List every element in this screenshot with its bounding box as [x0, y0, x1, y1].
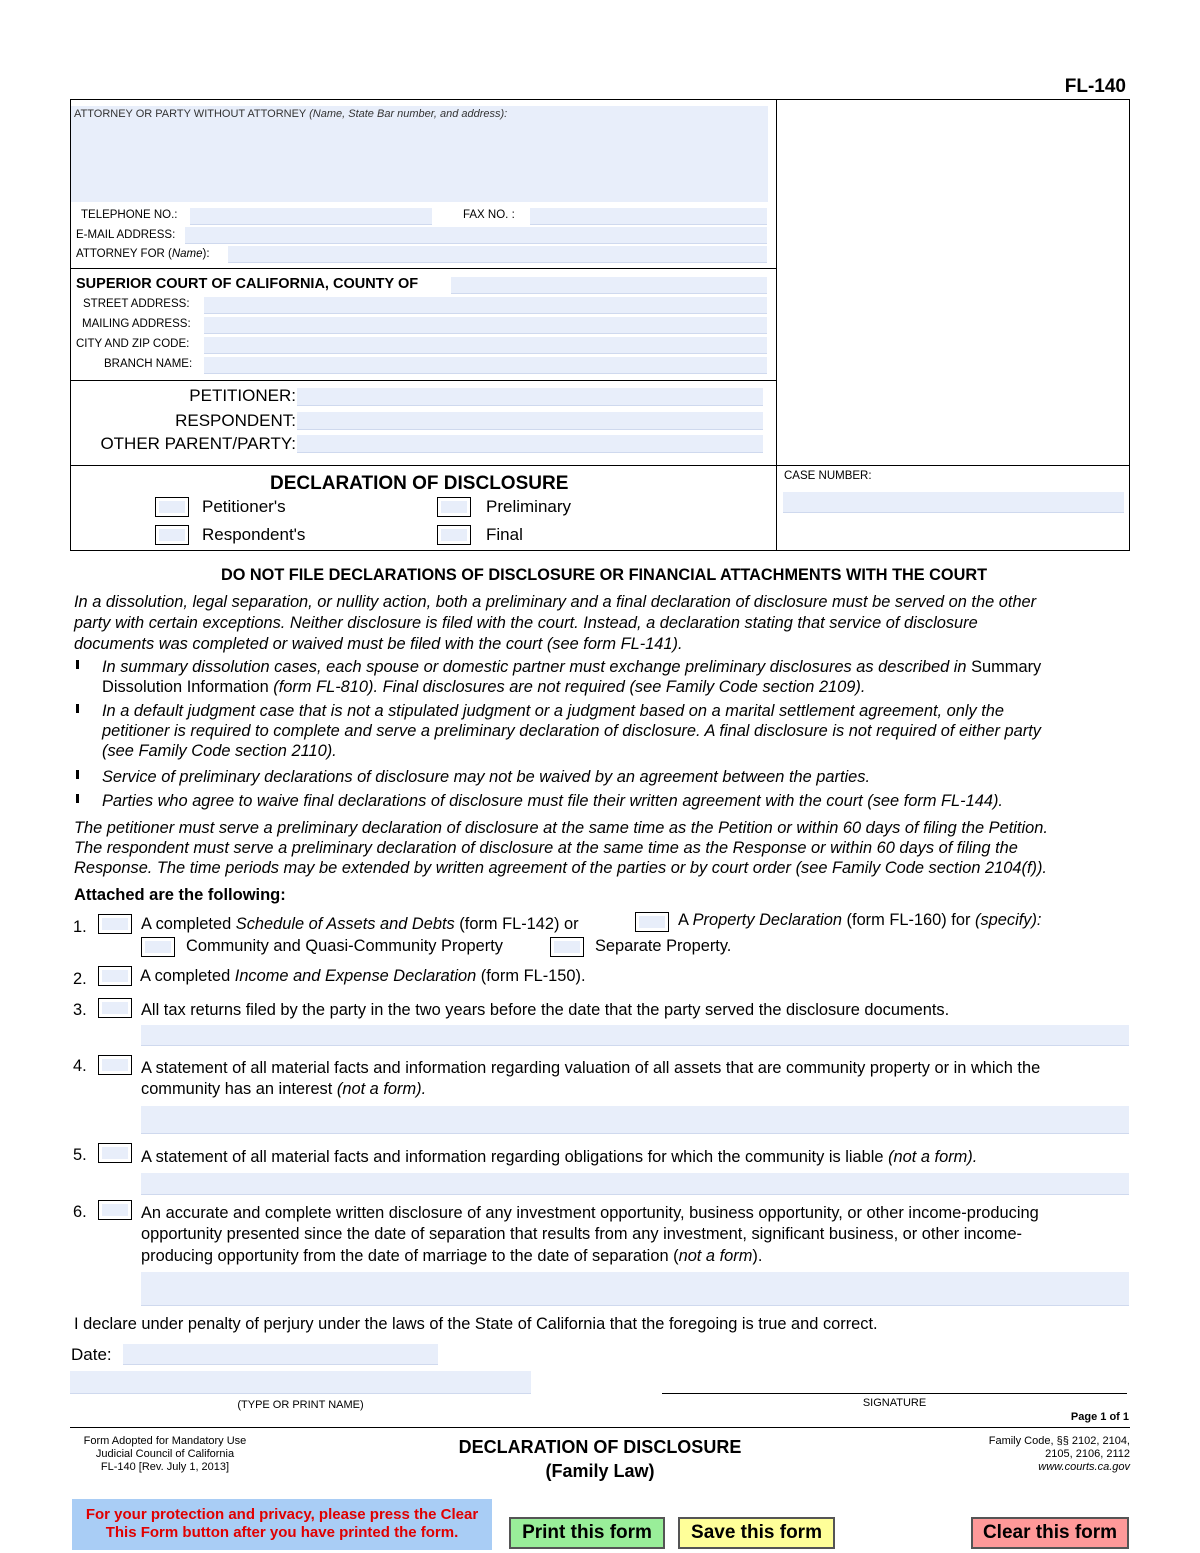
item-1-text-c: (form FL-142) or — [454, 915, 579, 933]
timing-line-3: Response. The time periods may be extended by written agreement of the parties or by court order (see Family Code section 2104(f)). — [74, 859, 1047, 877]
attorney-label-main: ATTORNEY OR PARTY WITHOUT ATTORNEY — [74, 108, 310, 120]
intro-line-1: In a dissolution, legal separation, or nullity action, both a preliminary and a final declaration of disclosure must be served on the other — [74, 593, 1037, 611]
bullet-2-line-3: (see Family Code section 2110). — [102, 742, 337, 760]
bullet-1-text-b: Summary — [971, 658, 1042, 676]
divider-court-parties — [70, 380, 777, 381]
item-3-field[interactable] — [141, 1025, 1129, 1046]
privacy-notice — [72, 1499, 492, 1550]
item-2-text-c: (form FL-150). — [476, 967, 586, 985]
respondents-checkbox[interactable] — [155, 525, 189, 545]
notice-heading: DO NOT FILE DECLARATIONS OF DISCLOSURE OR FINANCIAL ATTACHMENTS WITH THE COURT — [220, 566, 988, 584]
bullet-mark — [76, 770, 79, 779]
court-title: SUPERIOR COURT OF CALIFORNIA, COUNTY OF — [76, 276, 419, 292]
telephone-label: TELEPHONE NO.: — [81, 209, 178, 221]
item-2-text-b: Income and Expense Declaration — [234, 967, 477, 985]
item-4-checkbox[interactable] — [98, 1055, 132, 1075]
property-declaration-checkbox[interactable] — [635, 912, 669, 932]
box-vertical-divider — [776, 99, 777, 551]
item-1-text-b: Schedule of Assets and Debts — [235, 915, 455, 933]
item-4-text-b: (not a form). — [336, 1080, 427, 1098]
community-property-label: Community and Quasi-Community Property — [186, 937, 503, 955]
attorney-for-pre: ATTORNEY FOR ( — [76, 248, 172, 260]
item-6-text-b: not a form — [678, 1247, 753, 1265]
attached-heading: Attached are the following: — [74, 886, 286, 904]
page-number: Page 1 of 1 — [1070, 1411, 1129, 1423]
item-4-text-a: community has an interest — [141, 1080, 337, 1098]
item-6-number: 6. — [73, 1203, 87, 1221]
attorney-for-italic: Name — [171, 248, 203, 260]
item-5-field[interactable] — [141, 1173, 1129, 1195]
separate-property-checkbox[interactable] — [550, 937, 584, 957]
footer-left — [70, 1435, 260, 1474]
item-5-number: 5. — [73, 1146, 87, 1164]
item-3-number: 3. — [73, 1001, 87, 1019]
privacy-notice-line-2: This Form button after you have printed the form. — [105, 1524, 459, 1541]
property-declaration-text — [678, 910, 1041, 931]
footer-left-line-1: Form Adopted for Mandatory Use — [83, 1435, 247, 1447]
item-3-text: All tax returns filed by the party in the two years before the date that the party served the disclosure documents. — [141, 1001, 950, 1019]
bullet-mark — [76, 704, 79, 713]
respondent-label: RESPONDENT: — [175, 411, 296, 430]
date-field[interactable] — [123, 1344, 438, 1365]
item-4-line-1: A statement of all material facts and information regarding valuation of all assets that are community property or in which the — [141, 1059, 1041, 1077]
mailing-address-label: MAILING ADDRESS: — [82, 318, 191, 330]
item-5-text — [141, 1147, 977, 1168]
item-1-number: 1. — [73, 918, 87, 936]
timing-line-2: The respondent must serve a preliminary declaration of disclosure at the same time as the Response or within 60 days of filing the — [74, 839, 1018, 857]
timing-line-1: The petitioner must serve a preliminary declaration of disclosure at the same time as the Petition or within 60 days of filing the Petition. — [74, 819, 1048, 837]
email-label: E-MAIL ADDRESS: — [76, 229, 176, 241]
bullet-mark — [76, 794, 79, 803]
item-2-text-a: A completed — [140, 967, 235, 985]
city-zip-label: CITY AND ZIP CODE: — [76, 338, 190, 350]
bullet-2-line-2: petitioner is required to complete and serve a preliminary declaration of disclosure. A final disclosure is not required of either party — [102, 722, 1041, 740]
item-6-checkbox[interactable] — [98, 1200, 132, 1220]
other-party-label: OTHER PARENT/PARTY: — [100, 434, 296, 453]
footer-left-line-3: FL-140 [Rev. July 1, 2013] — [100, 1461, 230, 1473]
perjury-statement: I declare under penalty of perjury under the laws of the State of California that the foregoing is true and correct. — [74, 1315, 878, 1333]
printed-name-label: (TYPE OR PRINT NAME) — [237, 1399, 364, 1411]
bullet-1-line-2 — [102, 677, 865, 698]
bullet-4: Parties who agree to waive final declarations of disclosure must file their written agreement with the court (see form FL-144). — [102, 792, 1003, 810]
county-field[interactable] — [451, 277, 767, 294]
divider-attorney-court — [70, 268, 777, 269]
respondent-field[interactable] — [297, 412, 763, 430]
signature-line — [662, 1393, 1127, 1394]
signature-label: SIGNATURE — [862, 1397, 927, 1409]
intro-line-3: documents was completed or waived must be filed with the court (see form FL-141). — [74, 635, 683, 653]
box-top-border — [70, 99, 1130, 100]
item-2-checkbox[interactable] — [98, 966, 132, 986]
item-5-text-a: A statement of all material facts and information regarding obligations for which the community is liable — [141, 1148, 889, 1166]
footer-left-line-2: Judicial Council of California — [95, 1448, 235, 1460]
save-form-button[interactable]: Save this form — [678, 1517, 835, 1549]
footer-right-line-2: 2105, 2106, 2112 — [1045, 1448, 1130, 1460]
box-right-border — [1129, 99, 1130, 551]
fax-label: FAX NO. : — [463, 209, 515, 221]
attorney-label-italic: (Name, State Bar number, and address): — [309, 108, 508, 120]
petitioner-field[interactable] — [297, 388, 763, 406]
item-1-text-e: Property Declaration — [692, 911, 842, 929]
attorney-for-field[interactable] — [228, 246, 767, 263]
item-2-text — [140, 966, 586, 987]
item-1-text-g: (specify): — [974, 911, 1042, 929]
respondents-label: Respondent's — [202, 525, 306, 544]
street-address-label: STREET ADDRESS: — [83, 298, 190, 310]
petitioner-label: PETITIONER: — [189, 386, 296, 405]
form-number: FL-140 — [1064, 76, 1126, 97]
box-bottom-border — [70, 550, 1130, 551]
separate-property-label: Separate Property. — [595, 937, 732, 955]
attorney-label — [74, 108, 507, 120]
footer-website: www.courts.ca.gov — [1038, 1461, 1130, 1473]
item-6-line-3 — [141, 1246, 762, 1267]
final-label: Final — [486, 525, 523, 544]
attorney-name-address-field[interactable] — [71, 106, 768, 202]
case-number-label: CASE NUMBER: — [784, 470, 872, 482]
branch-name-label: BRANCH NAME: — [104, 358, 193, 370]
intro-line-2: party with certain exceptions. Neither disclosure is filed with the court. Instead, a declaration stating that service of disclosure — [74, 614, 978, 632]
bullet-1-text-d: (form FL-810). Final disclosures are not required (see Family Code section 2109). — [273, 678, 866, 696]
item-6-text-a: producing opportunity from the date of marriage to the date of separation ( — [141, 1247, 679, 1265]
street-address-field[interactable] — [204, 297, 767, 314]
mailing-address-field[interactable] — [204, 317, 767, 334]
footer-subtitle: (Family Law) — [545, 1461, 655, 1481]
item-4-field[interactable] — [141, 1106, 1129, 1134]
item-3-checkbox[interactable] — [98, 998, 132, 1018]
item-4-number: 4. — [73, 1057, 87, 1075]
preliminary-checkbox[interactable] — [437, 497, 471, 517]
item-1-text — [141, 914, 579, 935]
footer-divider — [70, 1427, 1130, 1428]
item-6-field[interactable] — [141, 1272, 1129, 1306]
bullet-3: Service of preliminary declarations of disclosure may not be waived by an agreement between the parties. — [102, 768, 871, 786]
other-party-field[interactable] — [297, 435, 763, 453]
item-1-text-d: A — [678, 911, 693, 929]
printed-name-field[interactable] — [70, 1371, 531, 1394]
bullet-1-text-c: Dissolution Information — [102, 678, 274, 696]
petitioners-label: Petitioner's — [202, 497, 286, 516]
footer-right-line-1: Family Code, §§ 2102, 2104, — [988, 1435, 1130, 1447]
fax-field[interactable] — [530, 208, 767, 225]
bullet-1-text-a: In summary dissolution cases, each spouse or domestic partner must exchange preliminary disclosures as described in — [102, 658, 972, 676]
clear-form-button[interactable]: Clear this form — [971, 1517, 1129, 1549]
divider-parties-title — [70, 465, 1130, 466]
item-6-text-c: ). — [752, 1247, 763, 1265]
item-1-text-f: (form FL-160) for — [842, 911, 975, 929]
item-2-number: 2. — [73, 970, 87, 988]
item-5-checkbox[interactable] — [98, 1143, 132, 1163]
attorney-for-label — [76, 248, 210, 260]
bullet-1-line-1 — [102, 657, 1041, 678]
preliminary-label: Preliminary — [486, 497, 572, 516]
item-6-line-1: An accurate and complete written disclosure of any investment opportunity, business opportunity, or other income-producing — [141, 1204, 1039, 1222]
community-property-checkbox[interactable] — [141, 937, 175, 957]
footer-title: DECLARATION OF DISCLOSURE — [458, 1437, 742, 1457]
print-form-button[interactable]: Print this form — [509, 1517, 665, 1549]
item-6-line-2: opportunity presented since the date of separation that results from any investment, significant business, or other income- — [141, 1225, 1023, 1243]
item-1-checkbox[interactable] — [98, 914, 132, 934]
petitioners-checkbox[interactable] — [155, 497, 189, 517]
footer-right — [890, 1435, 1130, 1474]
final-checkbox[interactable] — [437, 525, 471, 545]
privacy-notice-line-1: For your protection and privacy, please press the Clear — [85, 1506, 479, 1523]
declaration-title: DECLARATION OF DISCLOSURE — [270, 473, 569, 494]
bullet-2-line-1: In a default judgment case that is not a stipulated judgment or a judgment based on a marital settlement agreement, only the — [102, 702, 1005, 720]
city-zip-field[interactable] — [204, 337, 767, 354]
telephone-field[interactable] — [190, 208, 432, 225]
item-4-line-2 — [141, 1079, 426, 1100]
email-field[interactable] — [185, 227, 767, 244]
court-use-area — [778, 101, 1128, 463]
bullet-mark — [76, 660, 79, 669]
item-1-text-a: A completed — [141, 915, 236, 933]
attorney-for-post: ): — [202, 248, 210, 260]
date-label: Date: — [71, 1345, 112, 1364]
item-5-text-b: (not a form). — [888, 1148, 978, 1166]
branch-name-field[interactable] — [204, 357, 767, 374]
case-number-field[interactable] — [783, 492, 1124, 513]
